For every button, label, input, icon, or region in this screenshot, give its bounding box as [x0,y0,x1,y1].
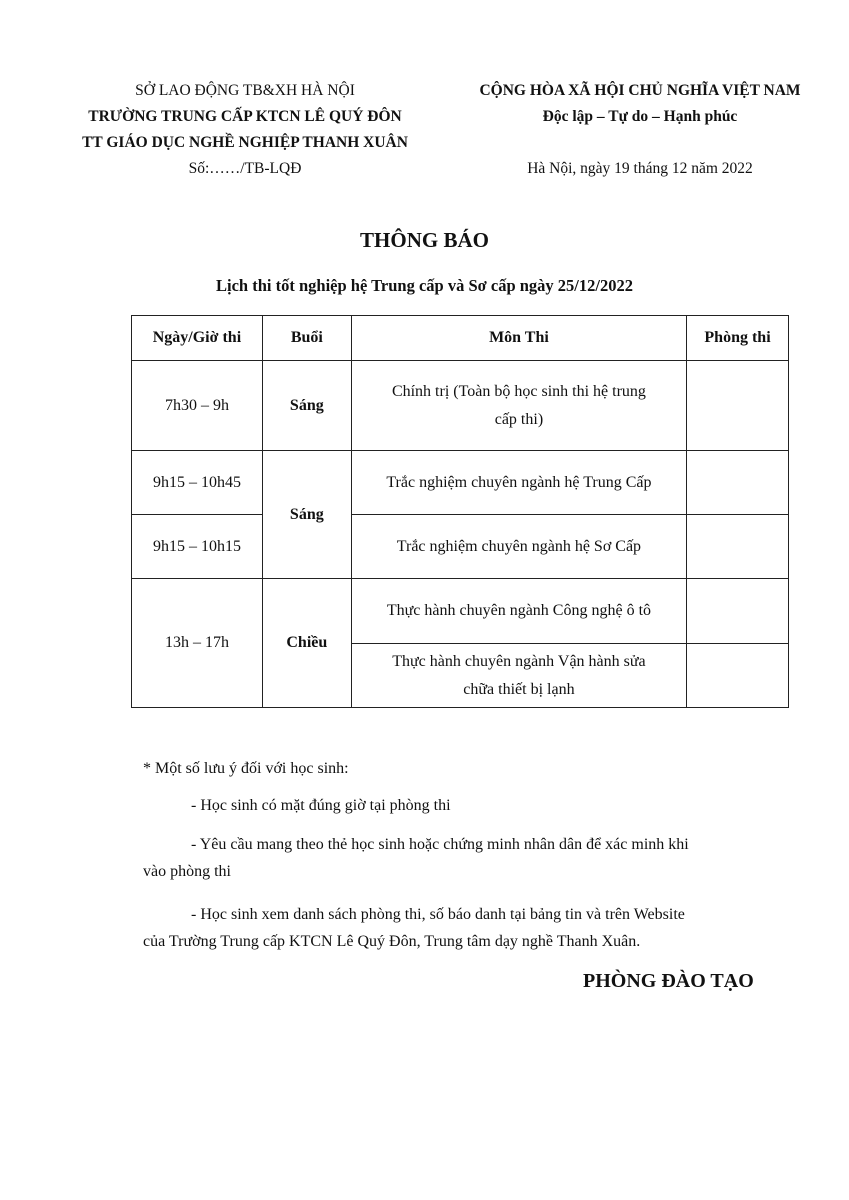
exam-schedule-table [131,315,789,708]
header-room: Phòng thi [687,316,789,361]
issuer-center: TT GIÁO DỤC NGHỀ NGHIỆP THANH XUÂN [82,134,408,151]
time-cell: 7h30 – 9h [132,361,263,451]
subject-cell: Thực hành chuyên ngành Công nghệ ô tô [351,579,686,644]
room-cell [687,579,789,644]
note-item-continued: của Trường Trung cấp KTCN Lê Quý Đôn, Trung tâm dạy nghề Thanh Xuân. [143,933,641,950]
session-cell: Sáng [262,361,351,451]
subject-cell [351,644,686,708]
session-cell: Chiều [262,579,351,708]
session-cell: Sáng [262,451,351,579]
note-item-continued: vào phòng thi [143,863,231,880]
subject-line: Thực hành chuyên ngành Vận hành sửa [392,652,646,670]
subject-line: chữa thiết bị lạnh [463,680,575,698]
note-item: - Học sinh có mặt đúng giờ tại phòng thi [191,797,451,814]
header-time: Ngày/Giờ thi [132,316,263,361]
room-cell [687,361,789,451]
issuer-header [40,81,450,159]
table-row [132,451,789,515]
subject-line: Chính trị (Toàn bộ học sinh thi hệ trung [391,382,646,400]
notes-heading: * Một số lưu ý đối với học sinh: [143,760,349,777]
table-header-row [132,316,789,361]
time-cell: 13h – 17h [132,579,263,708]
table-row [132,515,789,579]
subject-line: cấp thi) [494,410,544,428]
table-row [132,361,789,451]
table-row [132,579,789,644]
national-title: CỘNG HÒA XÃ HỘI CHỦ NGHĨA VIỆT NAM [479,82,801,99]
national-header [440,81,840,133]
signature-department: PHÒNG ĐÀO TẠO [583,970,754,992]
room-cell [687,644,789,708]
header-session: Buổi [262,316,351,361]
note-item: - Yêu cầu mang theo thẻ học sinh hoặc chứng minh nhân dân để xác minh khi [191,836,689,853]
time-cell: 9h15 – 10h15 [132,515,263,579]
room-cell [687,515,789,579]
subject-cell: Trắc nghiệm chuyên ngành hệ Trung Cấp [351,451,686,515]
issuer-department: SỞ LAO ĐỘNG TB&XH HÀ NỘI [135,82,355,99]
national-motto: Độc lập – Tự do – Hạnh phúc [542,108,738,125]
room-cell [687,451,789,515]
header-subject: Môn Thi [351,316,686,361]
note-item: - Học sinh xem danh sách phòng thi, số báo danh tại bảng tin và trên Website [191,906,685,923]
subject-cell: Trắc nghiệm chuyên ngành hệ Sơ Cấp [351,515,686,579]
document-number: Số:……/TB-LQĐ [188,160,302,177]
issuer-school: TRƯỜNG TRUNG CẤP KTCN LÊ QUÝ ĐÔN [88,108,402,125]
time-cell: 9h15 – 10h45 [132,451,263,515]
notice-title: THÔNG BÁO [360,228,489,252]
subject-cell [351,361,686,451]
notice-subtitle: Lịch thi tốt nghiệp hệ Trung cấp và Sơ cấp ngày 25/12/2022 [216,276,633,295]
document-date: Hà Nội, ngày 19 tháng 12 năm 2022 [527,160,753,177]
